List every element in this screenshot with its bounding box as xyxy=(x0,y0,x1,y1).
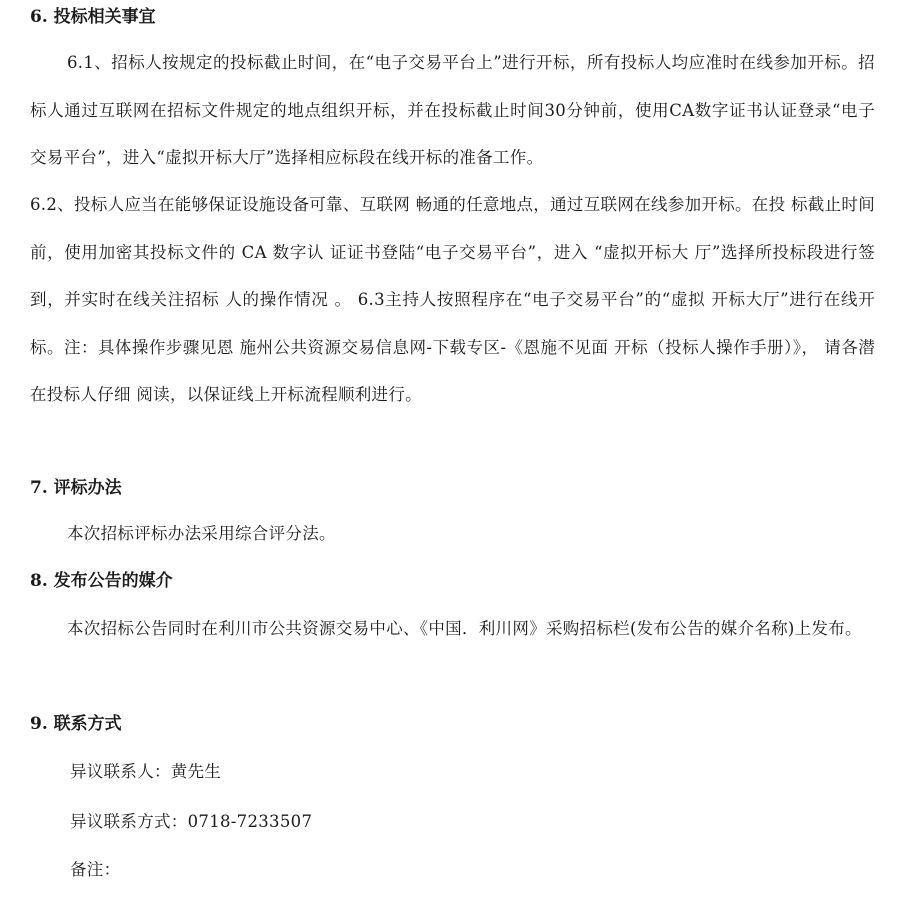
remark-label: 备注： xyxy=(70,860,121,879)
contact-phone: 异议联系方式：0718-7233507 xyxy=(70,812,313,831)
section-8-paragraph: 本次招标公告同时在利川市公共资源交易中心、《中国．利川网》采购招标栏(发布公告的媒介名称)上发布。 xyxy=(67,619,862,638)
section-6-1-paragraph: 6.1、招标人按规定的投标截止时间，在“电子交易平台上”进行开标，所有投标人均应准时在线参加开标。招标人通过互联网在招标文件规定的地点组织开标，并在投标截止时间30分钟前，使用CA数字证书认证登录“电子交易平台”，进入“虚拟开标大厅”选择相应标段在线开标的准备工作。 xyxy=(30,53,875,167)
section-7-heading: 7. 评标办法 xyxy=(30,478,122,498)
section-6-2-paragraph: 6.2、投标人应当在能够保证设施设备可靠、互联网 畅通的任意地点，通过互联网在线参加开标。在投 标截止时间前，使用加密其投标文件的 CA 数字认 证证书登陆“电子交易平台”，进入 “虚拟开标大 厅”选择所投标段进行签到，并实时在线关注招标 人的操作情况 。 6.3主持人按照程序在“电子交易平台”的“虚拟 开标大厅”进行在线开标。注：具体操作步骤见恩 施州公共资源交易信息网-下载专区-《恩施不见面 开标（投标人操作手册）》， 请各潜在投标人仔细 阅读，以保证线上开标流程顺利进行。 xyxy=(30,195,875,404)
contact-person: 异议联系人：黄先生 xyxy=(70,762,222,781)
section-8-heading: 8. 发布公告的媒介 xyxy=(30,571,173,591)
section-6-heading: 6. 投标相关事宜 xyxy=(30,7,156,27)
section-9-heading: 9. 联系方式 xyxy=(30,714,122,734)
section-7-paragraph: 本次招标评标办法采用综合评分法。 xyxy=(67,524,336,543)
